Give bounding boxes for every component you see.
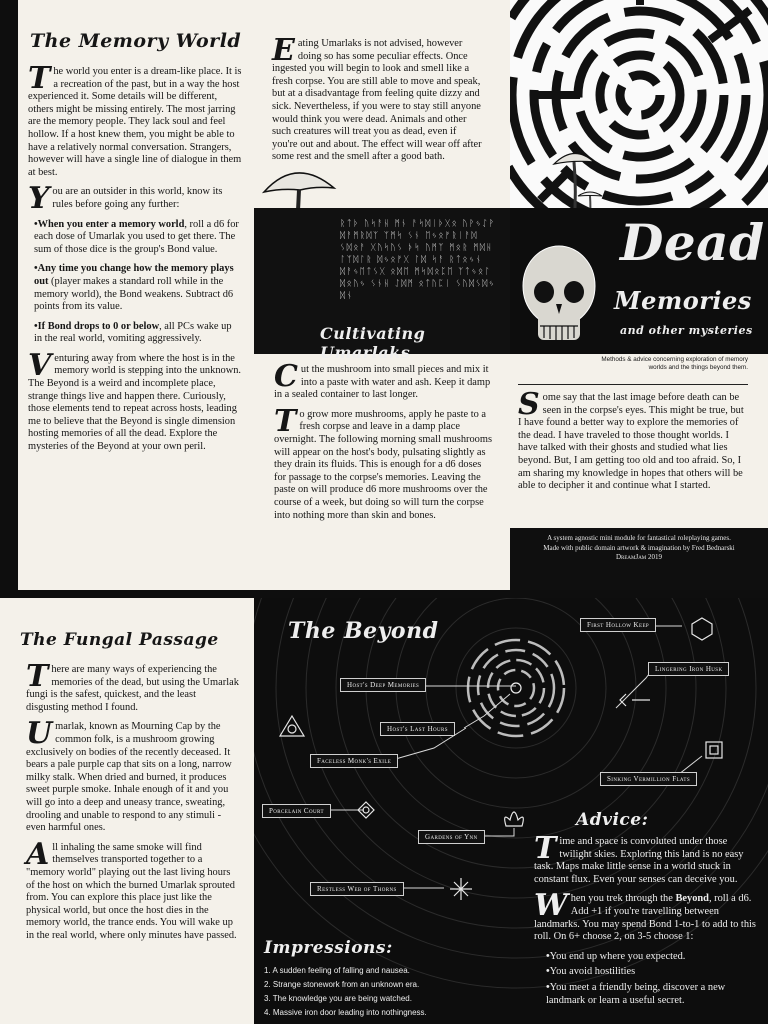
impression-item: 4. Massive iron door leading into nothingness. xyxy=(264,1008,427,1017)
drop-cap: T xyxy=(274,403,297,439)
choice-item: • You avoid hostilities xyxy=(546,966,756,979)
drop-cap: S xyxy=(518,387,540,422)
memory-world-p3: enturing away from where the host is in the memory world is stepping into the unknown. The Beyond is a weird and incomplete place, strange things live and happen there. Curiously, those elements tend to repeat across hosts, leading me to believe that the Beyond is single dimension hosting memories of all the dead. Explore the mysteries of the Beyond at your own peril. xyxy=(28,352,242,453)
drop-cap: T xyxy=(26,659,49,694)
advice-choices xyxy=(534,951,756,1007)
beyond-title: The Beyond xyxy=(288,618,439,644)
node-first-hollow-keep: First Hollow Keep xyxy=(580,618,656,632)
credits-line-3: DreamJam 2019 xyxy=(615,553,663,561)
drop-cap: U xyxy=(26,716,53,752)
eating-p1: ating Umarlaks is not advised, however doing so has some peculiar effects. Once ingested you will begin to look and smell like a fresh corpse. You are still able to move and speak, but at a disadvantage from feeling quite dizzy and sick. Nevertheless, if you were to stay still anyone would think you were dead. Animals and other such creatures will treat you as dead, even if you're out and about. The effect will wear off after some rest and the smell after a good bath. xyxy=(272,38,482,163)
rune-script: ᚱᛏᚦ ᚢᛋᚨᚺ ᛗᚾ ᚨᛋᛞᛁᚦᚷᛟ ᚢᚹᛃᛇᚹ ᛞᚨᛗᚱᛞᛉ ᛉᛗᛋ ᛊᚾ ᛖᛃᛟᚠᚱᛁᚨᛞ ᛊᛞᛟᚨ ᚷᚢᛋᚢᛊ ᚦᛋ ᚢᛗᛉ ᛗᛟᚱ ᛗᛞᚺ ᛚᛉᛞᛚᚱ ᛞᛃᛟᚠᚷ ᛚᛞ ᛋᚨ ᚱᛏᛟᛃᚾ ᛞᚨᛃᛖᛏᛊᚷ ᛟᛞᛖ ᛗᛋᛞᛟᛈᛖ ᛉᛏᛃᛟᛚ ᛞᛟᚢᛃ ᛊᚾᚺ ᛇᛞᛗ ᛟᛏᚢᛈᛁ ᛊᚢᛞᛊᛞᛃ ᛞᚾ xyxy=(340,219,496,301)
choice-item: • You meet a friendly being, discover a new landmark or learn a useful secret. xyxy=(546,982,756,1007)
cover-intro-text: ome say that the last image before death can be seen in the corpse's eyes. This might be true, but I have found a better way to explore the memories of the dead. I have traveled to those thought worlds. I have talked with their ghosts and studied what lies beyond. But, I am getting too old and too afraid. So, I am sharing my knowledge in hopes that others will be able to decipher it and continue what I started. xyxy=(518,392,744,492)
drop-cap: E xyxy=(272,33,295,68)
rule-item: • If Bond drops to 0 or below, all PCs wake up in the real world, vomiting aggressively. xyxy=(34,321,242,346)
node-restless-web-of-thorns: Restless Web of Thorns xyxy=(310,882,404,896)
fungal-p1: here are many ways of experiencing the memories of the dead, but using the Umarlak fungi is the safest, quickest, and the least disgusting method I found. xyxy=(26,664,239,713)
credits-line-2: Made with public domain artwork & imagination by Fred Bednarski xyxy=(543,543,735,552)
cover-tagline: Methods & advice concerning exploration of memory worlds and the things beyond them. xyxy=(601,356,748,371)
cultivating-p1: ut the mushroom into small pieces and mix it into a paste with water and ash. Keep it damp in a sealed container to last longer. xyxy=(274,364,491,401)
page-edge-border xyxy=(0,0,18,590)
drop-cap: Y xyxy=(28,181,50,217)
impression-item: 3. The knowledge you are being watched. xyxy=(264,994,412,1003)
cultivating-p2: o grow more mushrooms, apply he paste to a fresh corpse and leave in a damp place overnight. The following morning small mushrooms will appear on the host's body, pulsating slightly as they drain its fluids. This is enough for a d6 doses for passage to the corpse's memories. Leaving the paste on will produce d6 more mushrooms over the course of a week, but doing so will turn the corpse into nothing more than skin and bones. xyxy=(274,408,492,521)
drop-cap: V xyxy=(28,347,52,383)
node-hosts-deep-memories: Host's Deep Memories xyxy=(340,678,426,692)
rule-item: • Any time you change how the memory plays out (player makes a standard roll while in the memory world), the Bond weakens. Subtract d6 points from its value. xyxy=(34,263,242,313)
divider xyxy=(518,384,748,385)
memory-world-p2: ou are an outsider in this world, know its rules before going any further: xyxy=(52,186,223,210)
advice-p1: ime and space is convoluted under those twilight skies. Exploring this land is no easy task. Maps make little sense in a world stuck in constant flux. Even your senses can deceive you. xyxy=(534,836,744,885)
node-sinking-vermillion-flats: Sinking Vermillion Flats xyxy=(600,772,697,786)
node-hosts-last-hours: Host's Last Hours xyxy=(380,722,455,736)
impressions-title: Impressions: xyxy=(264,938,393,958)
rule-item: • When you enter a memory world, roll a d6 for each dose of Umarlak you used to get there. The sum of those dice is the group's Bond value. xyxy=(34,219,242,257)
memory-world-body xyxy=(28,61,242,461)
drop-cap: A xyxy=(26,836,50,872)
cover-title-memories: Memories xyxy=(614,286,752,315)
impression-item: 2. Strange stonework from an unknown era. xyxy=(264,980,420,989)
cultivating-title: Cultivating Umarlaks xyxy=(320,324,426,362)
cover-title-dead: Dead xyxy=(620,213,765,272)
memory-world-p1: he world you enter is a dream-like place. It is a recreation of the past, but in a way the host experienced it. Some details will be different, others might be missing entirely. The most jarring are the memory people. They lack soul and feel hollow. If a host knew them, you might be able to have a relatively normal conversation. Strangers, however will have a single line of dialogue in them at best. xyxy=(28,66,242,178)
credits-line-1: A system agnostic mini module for fantastical roleplaying games. xyxy=(547,534,731,542)
cultivating-body xyxy=(274,359,496,529)
advice-title: Advice: xyxy=(576,810,649,830)
node-faceless-monks-exile: Faceless Monk's Exile xyxy=(310,754,398,768)
cultivating-band xyxy=(254,208,510,362)
drop-cap: T xyxy=(534,831,557,866)
memory-world-rules xyxy=(28,219,242,346)
fungal-p3: ll inhaling the same smoke will find themselves transported together to a "memory world" playing out the last living hours of the host on which the burned Umarlak sprouted from. You can explore this place just like the physical world, but once the host dies in the memory world, the trance ends. You will wake up in the real world, where only minutes have passed. xyxy=(26,841,237,941)
fungal-p2: marlak, known as Mourning Cap by the common folk, is a mushroom growing exclusively on bodies of the recently deceased. It bears a pale purple cap that sits on a long, narrow milky stalk. When dried and burned, it produces sweet purple smoke. Inhale enough of it and you will go into a deep and uneasy trance, sweating, drooling and unable to respond to any stimuli - even harmful ones. xyxy=(26,721,232,834)
advice-body: Time and space is convoluted under those twilight skies. Exploring this land is no easy task. Maps make little sense in a world stuck in constant flux. Even your senses can deceive you. When you trek through the Beyond, roll a d6. Add +1 if you're travelling between landmarks. You may spend Bond 1-to-1 to add to this roll. On 6+ choose 2, on 3-5 choose 1: • You end up where you expected. • You avoid hostilities • You meet a friendly being, discover a new landmark or learn a useful secret. xyxy=(534,836,756,1010)
node-gardens-of-ynn: Gardens of Ynn xyxy=(418,830,485,844)
node-porcelain-court: Porcelain Court xyxy=(262,804,331,818)
title-panel xyxy=(510,208,768,354)
eating-body xyxy=(272,33,482,171)
skull-icon xyxy=(518,242,600,348)
cover-intro xyxy=(518,387,746,500)
drop-cap: T xyxy=(28,61,51,96)
drop-cap: C xyxy=(274,359,298,394)
node-lingering-iron-husk: Lingering Iron Husk xyxy=(648,662,729,676)
credits-box xyxy=(510,528,768,590)
fungal-title: The Fungal Passage xyxy=(20,630,219,650)
fungal-body xyxy=(26,659,240,949)
beyond-map xyxy=(254,598,768,1024)
impression-item: 1. A sudden feeling of falling and nausea. xyxy=(264,966,410,975)
fold-divider xyxy=(0,590,768,598)
impressions-list xyxy=(264,964,427,1020)
drop-cap: W xyxy=(534,888,568,924)
choice-item: • You end up where you expected. xyxy=(546,951,756,964)
memory-world-title: The Memory World xyxy=(30,30,242,52)
cover-subtitle: and other mysteries xyxy=(620,324,753,337)
